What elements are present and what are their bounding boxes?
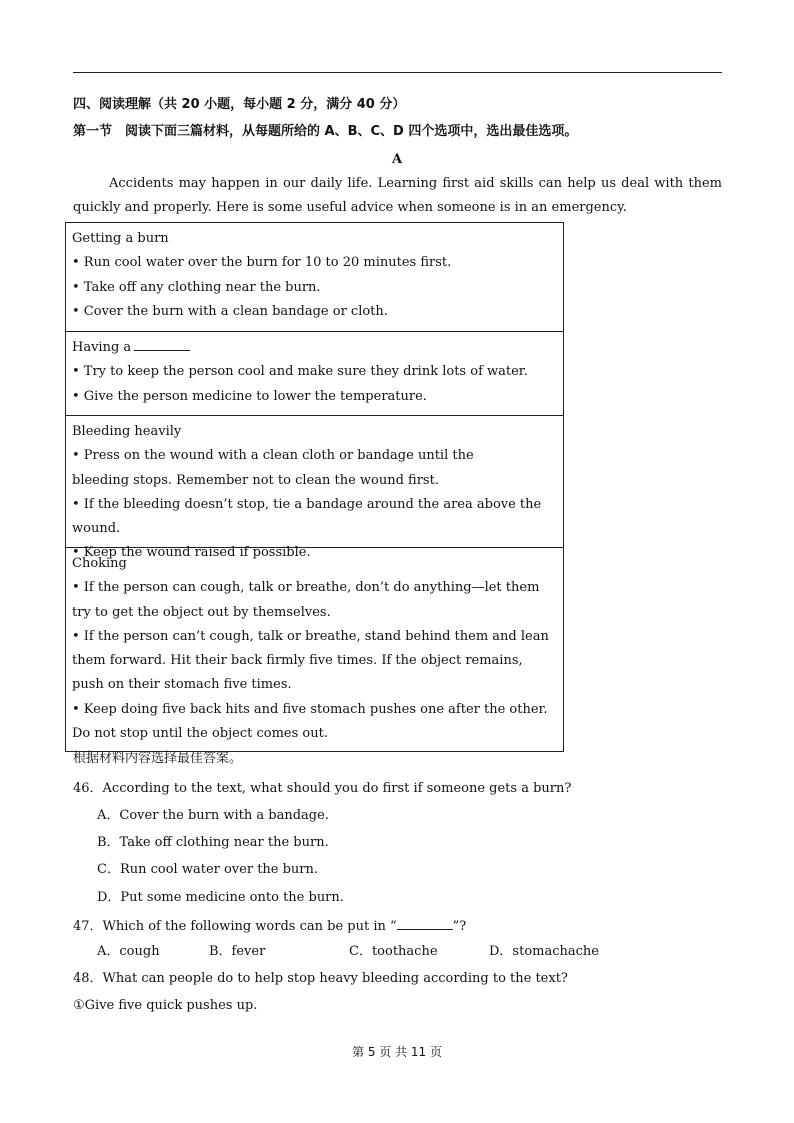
having-item: • Give the person medicine to lower the temperature. [72,388,427,404]
burn-item: • Take off any clothing near the burn. [72,279,321,295]
having-item: • Try to keep the person cool and make sure they drink lots of water. [72,364,528,380]
instruction: 根据材料内容选择最佳答案。 [73,751,243,766]
q47-options [97,944,599,960]
section-subheading: 第一节 阅读下面三篇材料，从每题所给的 A、B、C、D 四个选项中，选出最佳选项。 [73,124,578,139]
q47-option-a[interactable]: A．cough [97,944,160,959]
page-footer: 第 5 页 共 11 页 [352,1045,442,1059]
table-cell-choking [66,547,563,751]
q48-stem: 48．What can people do to help stop heavy bleeding according to the text? [73,971,568,986]
q47-blank [397,917,453,930]
q46-option-a[interactable]: A．Cover the burn with a bandage. [97,808,329,823]
q46-stem: 46．According to the text, what should you do first if someone gets a burn? [73,781,572,796]
having-title: Having a [72,340,132,355]
table-cell-having [66,331,563,415]
table-cell-bleeding [66,415,563,561]
bleeding-title: Bleeding heavily [72,424,182,439]
q47-stem-before: 47．Which of the following words can be put in “ [73,919,397,934]
q47-stem [73,917,466,935]
having-title-row [72,336,557,360]
choking-item: • Keep doing five back hits and five stomach pushes one after the other. Do not stop until the object comes out. [72,701,548,742]
bleeding-item: • Keep the wound raised if possible. [72,545,311,561]
intro-paragraph: Accidents may happen in our daily life. Learning first aid skills can help us deal with them quickly and properly. Here is some useful advice when someone is in an emergency. [73,176,722,215]
first-aid-table [65,222,564,752]
q46-option-d[interactable]: D．Put some medicine onto the burn. [97,890,344,905]
choking-title: Choking [72,556,127,571]
choking-item: • If the person can cough, talk or breathe, don’t do anything—let them try to get the object out by themselves. [72,580,540,620]
q47-option-b[interactable]: B．fever [209,944,266,959]
burn-title: Getting a burn [72,231,169,246]
q46-option-c[interactable]: C．Run cool water over the burn. [97,862,319,877]
section-heading: 四、阅读理解（共 20 小题，每小题 2 分，满分 40 分） [73,97,406,112]
q47-option-d[interactable]: D．stomachache [489,944,599,959]
q47-option-c[interactable]: C．toothache [349,944,438,959]
passage-label: A [391,152,403,167]
burn-item: • Run cool water over the burn for 10 to 20 minutes first. [72,255,452,271]
bleeding-item: • If the bleeding doesn’t stop, tie a bandage around the area above the wound. [72,496,542,537]
choking-item: • If the person can’t cough, talk or breathe, stand behind them and lean them forward. Hit their back firmly five times. If the object remains, push on their stomach five times. [72,628,549,693]
bleeding-item: • Press on the wound with a clean cloth or bandage until the bleeding stops. Remember not to clean the wound first. [72,448,474,488]
burn-item: • Cover the burn with a clean bandage or cloth. [72,303,388,319]
answer-blank [134,338,190,351]
q46-option-b[interactable]: B．Take off clothing near the burn. [97,835,329,850]
table-cell-burn [66,223,563,331]
header-rule [73,72,722,73]
q47-stem-after: ”? [452,919,467,934]
q48-item-1: ①Give five quick pushes up. [73,998,258,1013]
